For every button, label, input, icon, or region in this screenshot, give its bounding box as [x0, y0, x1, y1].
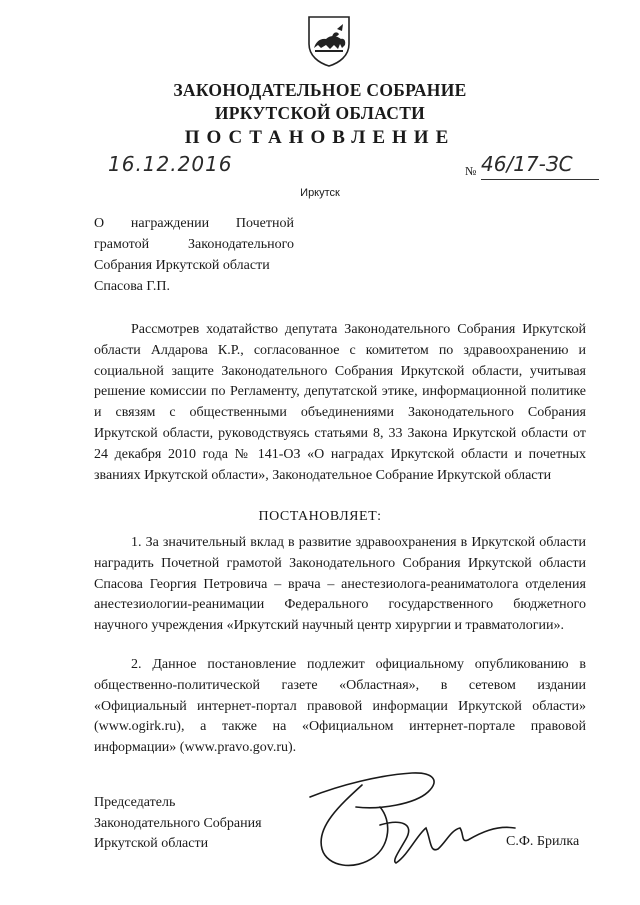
signatory-title-line: Иркутской области: [94, 836, 209, 851]
subject-line: Спасова Г.П.: [94, 279, 171, 294]
resolution-item-2: 2. Данное постановление подлежит официальному опубликованию в общественно-политической газете «Областная», в сетевом издании «Официальный интернет-портал правовой информации Иркутской области» (www.ogirk.ru), а также на «Официальном интернет-портале правовой информации» (www.pravo.gov.ru).: [94, 657, 586, 756]
signatory-name: С.Ф. Брилка: [506, 834, 580, 849]
document-number: 46/17-ЗС: [481, 152, 573, 176]
resolution-item-1: 1. За значительный вклад в развитие здравоохранения в Иркутской области наградить Почетной грамотой Законодательного Собрания Иркутской области Спасова Георгия Петровича – врача – анестезиолога-реаниматолога отделения анестезиологии-реанимации Федерального государственного бюджетного научного учреждения «Иркутский научный центр хирургии и травматологии».: [94, 535, 586, 634]
number-sign: №: [465, 164, 477, 178]
document-type-title: ПОСТАНОВЛЕНИЕ: [184, 127, 456, 148]
signatory-title: [94, 793, 262, 855]
preamble-paragraph: Рассмотрев ходатайство депутата Законодательного Собрания Иркутской области Алдарова К.Р., согласованное с комитетом по здравоохранению и социальной защите Законодательного Собрания Иркутской области, учитывая решение комиссии по Регламенту, депутатской этике, информационной политике и связям с общественными объединениями Законодательного Собрания Иркутской области, руководствуясь статьями 8, 33 Закона Иркутской области от 24 декабря 2010 года № 141-ОЗ «О наградах Иркутской области и почетных званиях Иркутской области», Законодательное Собрание Иркутской области: [94, 322, 586, 483]
coat-of-arms-icon: [306, 14, 352, 68]
number-underline: [481, 179, 599, 180]
document-date: 16.12.2016: [108, 152, 233, 176]
signatory-title-line: Председатель: [94, 795, 176, 810]
handwritten-signature: [300, 755, 550, 885]
organization-name-line2: ИРКУТСКОЙ ОБЛАСТИ: [214, 103, 426, 123]
signatory-title-line: Законодательного Собрания: [94, 815, 262, 831]
subject-line: Собрания Иркутской области: [94, 258, 270, 273]
document-subject: [94, 213, 294, 297]
city-name: Иркутск: [300, 187, 340, 199]
subject-line: О награждении Почетной: [94, 216, 294, 231]
subject-line: грамотой Законодательного: [94, 237, 294, 252]
resolves-heading: ПОСТАНОВЛЯЕТ:: [258, 509, 382, 524]
organization-name-line1: ЗАКОНОДАТЕЛЬНОЕ СОБРАНИЕ: [173, 80, 467, 100]
